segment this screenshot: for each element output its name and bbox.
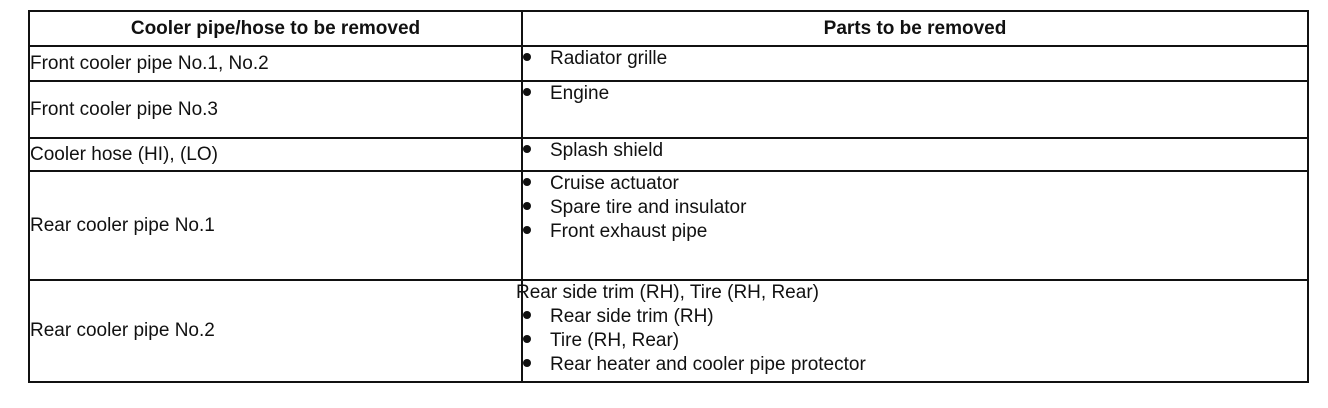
table-row [29, 138, 1308, 171]
removal-table [28, 10, 1309, 383]
pipe-cell: Front cooler pipe No.1, No.2 [29, 46, 522, 81]
pipe-cell: Cooler hose (HI), (LO) [29, 138, 522, 171]
bullet-item: Spare tire and insulator [523, 196, 1307, 220]
header-pipe: Cooler pipe/hose to be removed [29, 11, 522, 46]
table-row [29, 280, 1308, 382]
bullet-item: Tire (RH, Rear) [523, 329, 1307, 353]
bullet-item: Front exhaust pipe [523, 220, 1307, 244]
parts-cell [522, 171, 1308, 280]
header-parts: Parts to be removed [522, 11, 1308, 46]
bullet-item: Rear side trim (RH) [523, 305, 1307, 329]
bullet-item: Cruise actuator [523, 172, 1307, 196]
table-row [29, 81, 1308, 138]
bullet-item: Splash shield [523, 139, 1307, 163]
parts-cell [522, 81, 1308, 138]
parts-cell [516, 280, 1308, 382]
parts-lead-line: Rear side trim (RH), Tire (RH, Rear) [516, 282, 819, 303]
table-row [29, 46, 1308, 81]
header-row [29, 11, 1308, 46]
parts-cell [522, 138, 1308, 171]
bullet-item: Engine [523, 82, 1307, 106]
pipe-cell: Front cooler pipe No.3 [29, 81, 522, 138]
bullet-item: Rear heater and cooler pipe protector [523, 353, 1307, 377]
pipe-cell: Rear cooler pipe No.1 [29, 171, 522, 280]
parts-cell [522, 46, 1308, 81]
bullet-item: Radiator grille [523, 47, 1307, 71]
pipe-cell: Rear cooler pipe No.2 [29, 280, 522, 382]
table-row [29, 171, 1308, 280]
